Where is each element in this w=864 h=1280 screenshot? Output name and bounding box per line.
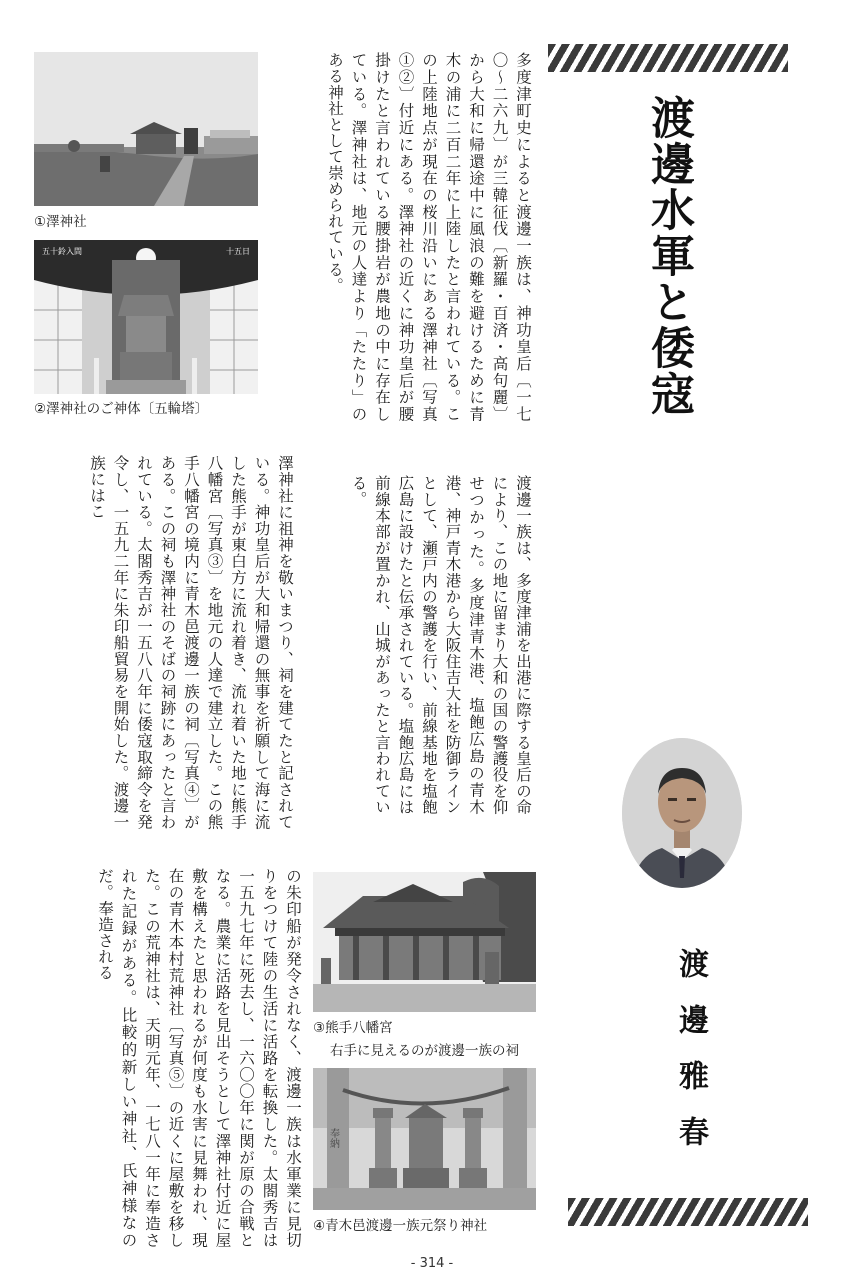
hachimangu-image: [313, 872, 536, 1012]
body-text-block-1: 多度津町史によると渡邊一族は、神功皇后〔一七〇～二六九〕が三韓征伐〔新羅・百済・高句麗〕から大和に帰還途中に風浪の難を避けるために青木の浦に二百二年に上陸したと言われている。この上陸地点が現在の桜川沿いにある澤神社〔写真①②〕付近にある。澤神社の近くに神功皇后が腰掛けたと言われている腰掛岩が農地の中に存在している。澤神社は、地元の人達より「たたり」のある神社として崇められている。: [326, 52, 532, 422]
photo-3-caption-subline: 右手に見えるのが渡邊一族の祠: [330, 1043, 519, 1059]
photo-1-caption: ①澤神社: [34, 214, 87, 230]
photo-kumade-hachimangu: [313, 872, 536, 1012]
author-portrait: [622, 738, 742, 888]
banner-text-left: 五十鈴入間: [42, 247, 82, 256]
photo-3-caption: ③熊手八幡宮: [313, 1020, 393, 1036]
page-number: - 314 -: [410, 1256, 454, 1271]
photo-sawa-shrine: [34, 52, 258, 206]
shrine-landscape-image: [34, 52, 258, 206]
body-text-block-3: 澤神社に祖神を敬いまつり、祠を建てたと記されている。神功皇后が大和帰還の無事を祈願して海に流した熊手が東白方に流れ着き、流れ着いた地に熊手八幡宮〔写真③〕を地元の人達で建立した。この熊手八幡宮の境内に青木邑渡邊一族の祠〔写真④〕がある。この祠も澤神社のそばの祠跡にあったと言われている。太閤秀吉が一五八八年に倭寇取締令を発令し、一五九二年に朱印船貿易を開始した。渡邊一族にはこ: [88, 455, 294, 830]
gorinto-image: [34, 240, 258, 394]
body-text-block-2: 渡邊一族は、多度津浦を出港に際する皇后の命により、この地に留まり大和の国の警護役を仰せつかった。多度津青木港、塩飽広島の青木港、神戸青木港から大阪住吉大社を防御ラインとして、瀬戸内の警護を行い、前線基地を塩飽広島に設けたと伝承されている。塩飽広島には前線本部が置かれ、山城があったと言われている。: [349, 475, 532, 815]
footer-hatch-bar: [568, 1198, 808, 1226]
aoki-shrine-image: [313, 1068, 536, 1210]
article-title: 渡邊水軍と倭寇: [643, 95, 694, 417]
photo-2-caption: ②澤神社のご神体〔五輪塔〕: [34, 401, 209, 417]
header-hatch-bar: [548, 44, 788, 72]
photo-goshintai-gorinto: [34, 240, 258, 394]
body-text-block-4: の朱印船が発令されなく、渡邊一族は水軍業に見切りをつけて陸の生活に活路を転換した。太閤秀吉は一五九七年に死去し、一六〇〇年に関が原の合戦となる。農業に活路を見出そうとして澤神社付近に屋敷を構えたと思われるが何度も水害に見舞われ、現在の青木本村荒神社〔写真⑤〕の近くに屋敷を移した。この荒神社は、天明元年、一七八一年に奉造された記録がある。比較的新しい神社、氏神様なのだ。奉造される: [96, 868, 302, 1248]
photo-4-caption: ④青木邑渡邊一族元祭り神社: [313, 1218, 488, 1234]
author-name: 渡邊雅春: [673, 948, 708, 1172]
banner-text-right: 十五日: [226, 247, 250, 256]
pillar-inscription: 奉納: [327, 1128, 339, 1148]
portrait-image: [622, 738, 742, 888]
photo-aoki-watanabe-shrine: [313, 1068, 536, 1210]
